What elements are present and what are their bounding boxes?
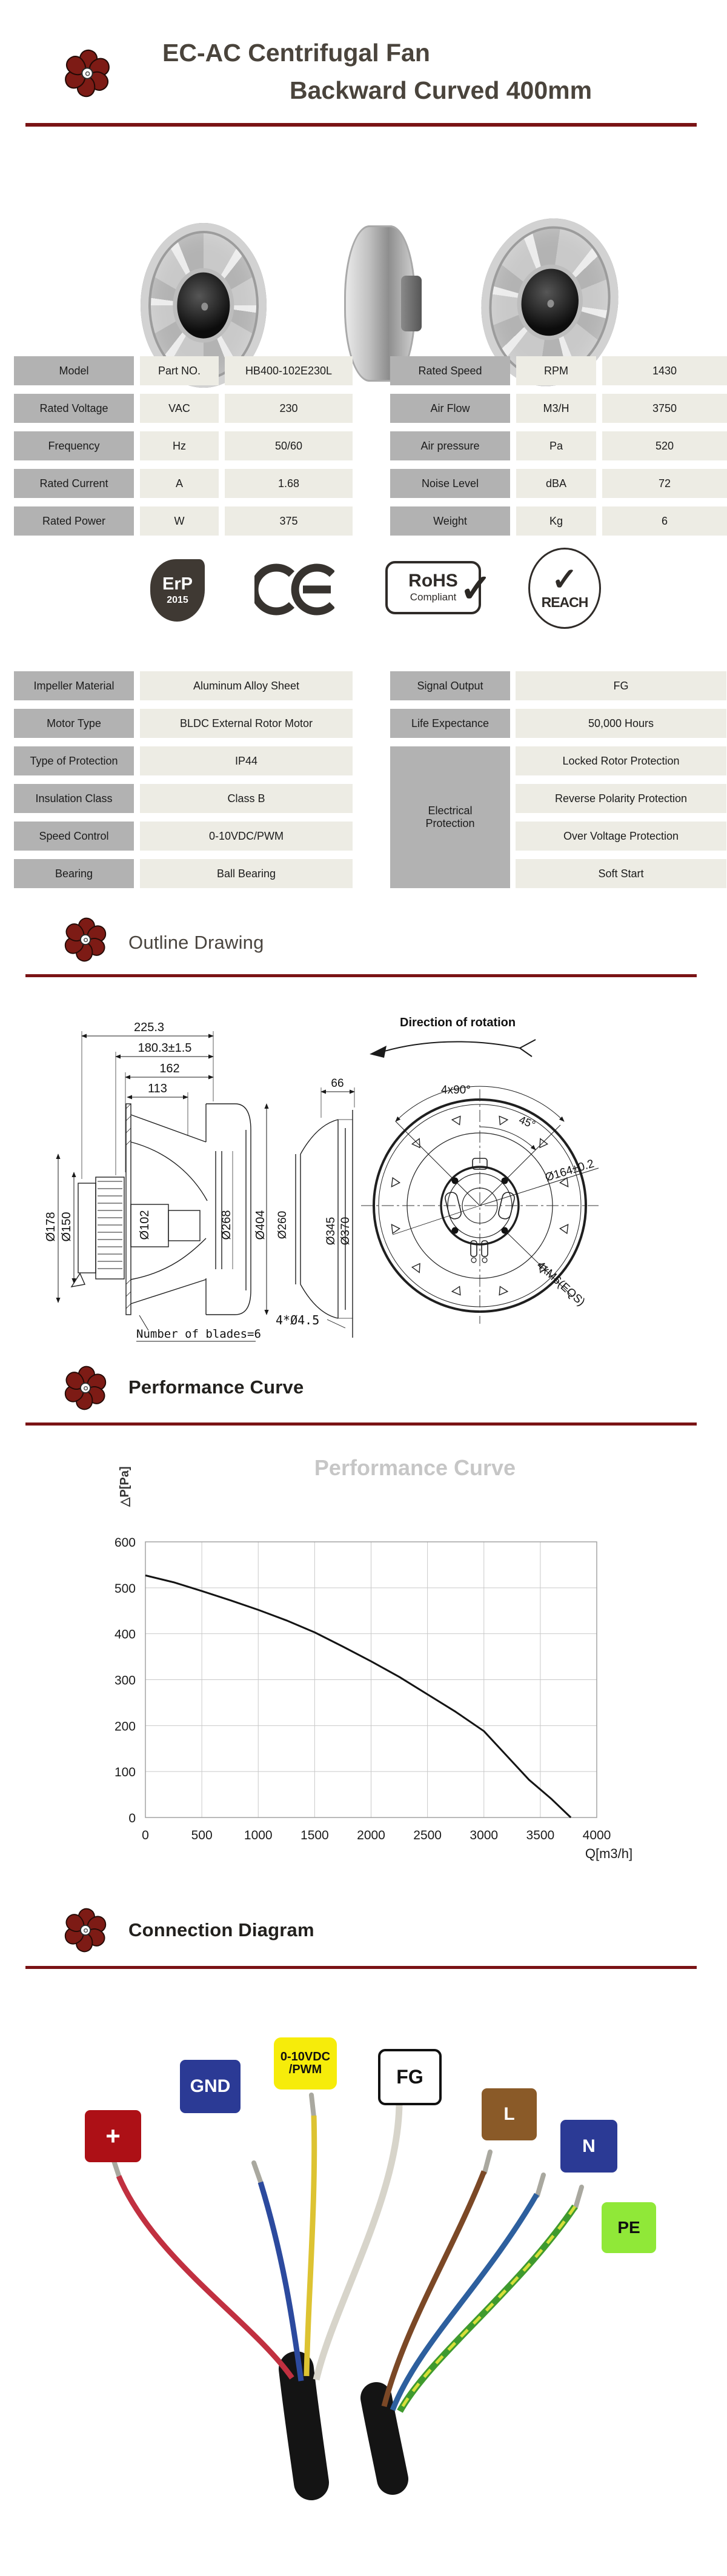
x-tick-label: 4000 bbox=[582, 1828, 611, 1842]
spec-value: Aluminum Alloy Sheet bbox=[140, 671, 353, 700]
spec-value: Class B bbox=[140, 784, 353, 813]
spec-table-construction bbox=[14, 671, 353, 888]
performance-curve-line bbox=[145, 1575, 571, 1817]
svg-text:Number of blades=6: Number of blades=6 bbox=[136, 1327, 261, 1341]
spec-unit: Part NO. bbox=[140, 356, 219, 385]
x-tick-label: 1000 bbox=[244, 1828, 273, 1842]
vent-triangle-mark bbox=[452, 1287, 460, 1296]
cable-sheath-control bbox=[296, 2369, 311, 2483]
protection-value: Over Voltage Protection bbox=[516, 822, 726, 851]
wire-label-plus: + bbox=[85, 2110, 141, 2162]
wire-neutral-blue bbox=[393, 2194, 537, 2410]
spec-value: 6 bbox=[602, 506, 727, 536]
spec-label: Rated Power bbox=[14, 506, 134, 536]
section-title-outline: Outline Drawing bbox=[128, 932, 264, 953]
spec-unit: dBA bbox=[516, 469, 596, 498]
protection-value: Reverse Polarity Protection bbox=[516, 784, 726, 813]
protection-value: Locked Rotor Protection bbox=[516, 746, 726, 775]
spec-unit: M3/H bbox=[516, 394, 596, 423]
spec-value: 1430 bbox=[602, 356, 727, 385]
spec-value: BLDC External Rotor Motor bbox=[140, 709, 353, 738]
spec-label: Air pressure bbox=[390, 431, 510, 460]
erp-year: 2015 bbox=[167, 594, 188, 605]
svg-text:162: 162 bbox=[159, 1062, 180, 1075]
blades-note bbox=[136, 1315, 261, 1341]
section-divider bbox=[25, 974, 697, 977]
spec-unit: Kg bbox=[516, 506, 596, 536]
fan-hub bbox=[517, 265, 583, 339]
spec-label: Noise Level bbox=[390, 469, 510, 498]
section-divider bbox=[25, 1966, 697, 1969]
vent-triangle-mark bbox=[499, 1287, 508, 1296]
svg-text:Ø260: Ø260 bbox=[276, 1210, 289, 1240]
spec-label: Weight bbox=[390, 506, 510, 536]
spec-value: 72 bbox=[602, 469, 727, 498]
svg-text:45°: 45° bbox=[517, 1114, 537, 1131]
spec-unit: A bbox=[140, 469, 219, 498]
rohs-check-icon: ✓ bbox=[459, 566, 492, 610]
side-view-drawing bbox=[71, 1104, 251, 1315]
spec-label: Insulation Class bbox=[14, 784, 134, 813]
page-title-line1: EC-AC Centrifugal Fan bbox=[162, 39, 430, 67]
section-fan-icon bbox=[62, 1907, 108, 1953]
wire-fg-white bbox=[316, 2097, 399, 2380]
section-divider bbox=[25, 1422, 697, 1426]
wire-label-l: L bbox=[482, 2088, 537, 2140]
reach-badge bbox=[528, 548, 601, 629]
spec-unit: RPM bbox=[516, 356, 596, 385]
reach-check-icon: ✓ bbox=[551, 562, 578, 598]
spec-value: 0-10VDC/PWM bbox=[140, 822, 353, 851]
section-fan-icon bbox=[62, 917, 108, 963]
rotation-arrow-icon bbox=[370, 1040, 536, 1058]
protection-value: Soft Start bbox=[516, 859, 726, 888]
x-tick-label: 3500 bbox=[526, 1828, 555, 1842]
chart-x-axis-label: Q[m3/h] bbox=[585, 1846, 633, 1861]
connection-wires bbox=[0, 1999, 727, 2520]
svg-text:Ø102: Ø102 bbox=[138, 1210, 151, 1240]
chart-ghost-title: Performance Curve bbox=[314, 1455, 516, 1480]
erp-2015-badge bbox=[150, 559, 205, 622]
ce-mark-icon bbox=[254, 560, 334, 619]
y-tick-label: 600 bbox=[114, 1536, 136, 1550]
spec-table-electrical bbox=[14, 356, 353, 536]
section-title-performance: Performance Curve bbox=[128, 1376, 304, 1398]
spec-label: Air Flow bbox=[390, 394, 510, 423]
spec-label: Type of Protection bbox=[14, 746, 134, 775]
side-view-dim-labels bbox=[44, 1021, 267, 1241]
svg-text:4x90°: 4x90° bbox=[441, 1084, 471, 1097]
y-tick-label: 300 bbox=[114, 1673, 136, 1688]
x-tick-label: 500 bbox=[191, 1828, 213, 1842]
spec-unit: Pa bbox=[516, 431, 596, 460]
performance-chart bbox=[61, 1451, 666, 1869]
svg-text:Ø150: Ø150 bbox=[60, 1212, 73, 1242]
svg-text:Ø345: Ø345 bbox=[325, 1217, 337, 1246]
wire-label-pe: PE bbox=[602, 2202, 656, 2253]
front-view-labels bbox=[400, 1016, 596, 1309]
svg-text:Ø370: Ø370 bbox=[339, 1217, 352, 1246]
spec-label: Model bbox=[14, 356, 134, 385]
y-tick-label: 500 bbox=[114, 1581, 136, 1596]
spec-label: Rated Current bbox=[14, 469, 134, 498]
svg-text:180.3±1.5: 180.3±1.5 bbox=[138, 1041, 192, 1055]
spec-unit: W bbox=[140, 506, 219, 536]
x-tick-label: 1500 bbox=[300, 1828, 329, 1842]
vent-triangle-mark bbox=[412, 1137, 423, 1148]
spec-label: Speed Control bbox=[14, 822, 134, 851]
y-tick-label: 100 bbox=[114, 1765, 136, 1780]
svg-text:Direction of rotation: Direction of rotation bbox=[400, 1016, 516, 1029]
brand-fan-icon bbox=[62, 48, 112, 98]
spec-label: Bearing bbox=[14, 859, 134, 888]
vent-triangle-mark bbox=[560, 1222, 571, 1233]
outline-drawing bbox=[24, 1000, 703, 1357]
spec-label: Rated Speed bbox=[390, 356, 510, 385]
spec-value: 1.68 bbox=[225, 469, 353, 498]
spec-value: Ball Bearing bbox=[140, 859, 353, 888]
wire-label-gnd: GND bbox=[180, 2060, 241, 2113]
spec-value: HB400-102E230L bbox=[225, 356, 353, 385]
reach-label: REACH bbox=[541, 594, 588, 610]
fan-hub bbox=[177, 273, 230, 339]
spec-value: 375 bbox=[225, 506, 353, 536]
svg-text:225.3: 225.3 bbox=[133, 1021, 165, 1034]
x-tick-label: 0 bbox=[142, 1828, 149, 1842]
x-tick-label: 3000 bbox=[470, 1828, 499, 1842]
electrical-protection-label: Electrical Protection bbox=[390, 746, 510, 888]
spec-label: Life Expectance bbox=[390, 709, 510, 738]
svg-text:Ø178: Ø178 bbox=[44, 1212, 58, 1242]
wire-label-fg: FG bbox=[378, 2049, 442, 2105]
cable-sheath-power bbox=[376, 2398, 393, 2479]
rohs-subtitle: Compliant bbox=[410, 591, 457, 603]
spec-value: FG bbox=[516, 671, 726, 700]
y-tick-label: 200 bbox=[114, 1719, 136, 1734]
wire-label-0-10vdc-pwm: 0-10VDC /PWM bbox=[274, 2037, 337, 2090]
spec-value: 50,000 Hours bbox=[516, 709, 726, 738]
svg-text:Ø404: Ø404 bbox=[254, 1210, 267, 1240]
svg-text:Ø268: Ø268 bbox=[220, 1210, 233, 1240]
rohs-title: RoHS bbox=[408, 571, 458, 591]
svg-text:4xM6(EQS): 4xM6(EQS) bbox=[534, 1259, 588, 1309]
fan-motor-hub bbox=[401, 276, 422, 331]
wire-speed-yellow bbox=[307, 2116, 314, 2376]
x-tick-label: 2500 bbox=[413, 1828, 442, 1842]
spec-table-signals bbox=[390, 671, 726, 738]
spec-value: 520 bbox=[602, 431, 727, 460]
x-tick-label: 2000 bbox=[357, 1828, 385, 1842]
rear-view-dim-labels bbox=[276, 1077, 352, 1327]
vent-triangle-mark bbox=[452, 1115, 460, 1124]
vent-triangle-mark bbox=[412, 1264, 423, 1275]
spec-unit: Hz bbox=[140, 431, 219, 460]
spec-label: Signal Output bbox=[390, 671, 510, 700]
section-title-connection: Connection Diagram bbox=[128, 1919, 314, 1940]
spec-unit: VAC bbox=[140, 394, 219, 423]
spec-label: Rated Voltage bbox=[14, 394, 134, 423]
chart-y-axis-label: △P[Pa] bbox=[118, 1466, 131, 1507]
rohs-compliant-badge bbox=[385, 561, 492, 614]
svg-text:4*Ø4.5: 4*Ø4.5 bbox=[276, 1313, 320, 1327]
spec-label: Motor Type bbox=[14, 709, 134, 738]
y-tick-label: 0 bbox=[128, 1811, 136, 1825]
page-title-line2: Backward Curved 400mm bbox=[290, 76, 593, 104]
spec-value: 230 bbox=[225, 394, 353, 423]
spec-value: 3750 bbox=[602, 394, 727, 423]
spec-label: Impeller Material bbox=[14, 671, 134, 700]
header-divider bbox=[25, 123, 697, 127]
wire-label-n: N bbox=[560, 2120, 617, 2173]
svg-text:66: 66 bbox=[331, 1077, 344, 1090]
vent-triangle-mark bbox=[536, 1137, 547, 1148]
spec-value: IP44 bbox=[140, 746, 353, 775]
vent-triangle-mark bbox=[388, 1178, 400, 1189]
front-view-drawing bbox=[361, 1016, 599, 1324]
vent-triangle-mark bbox=[388, 1222, 400, 1233]
svg-text:Ø164±0.2: Ø164±0.2 bbox=[543, 1157, 596, 1184]
spec-value: 50/60 bbox=[225, 431, 353, 460]
spec-label: Frequency bbox=[14, 431, 134, 460]
y-tick-label: 400 bbox=[114, 1627, 136, 1642]
svg-text:113: 113 bbox=[148, 1082, 167, 1095]
spec-table-performance bbox=[390, 356, 727, 536]
erp-label: ErP bbox=[162, 574, 193, 594]
section-fan-icon bbox=[62, 1365, 108, 1411]
vent-triangle-mark bbox=[499, 1115, 508, 1124]
